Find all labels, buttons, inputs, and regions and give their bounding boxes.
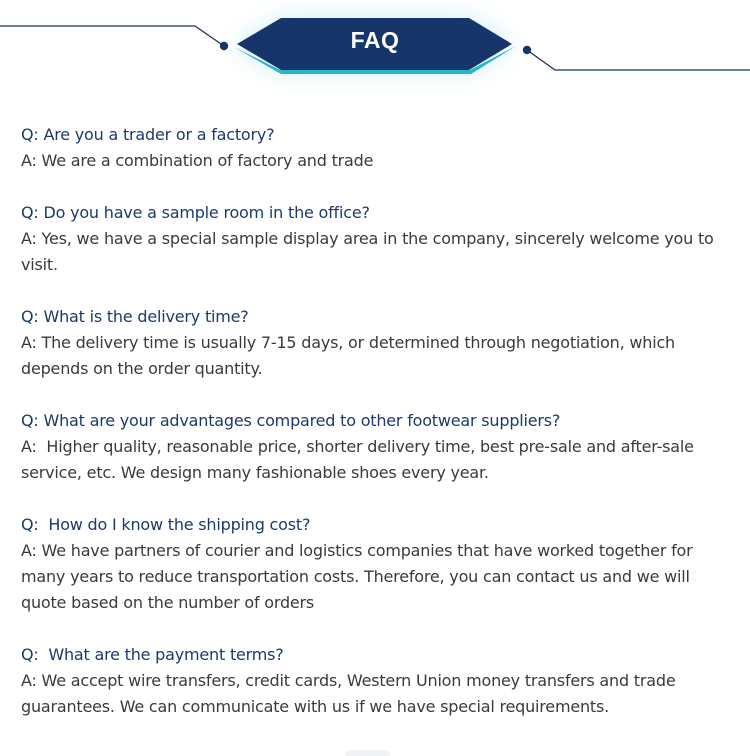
faq-header-banner	[0, 0, 750, 100]
faq-question: Q: What are the payment terms?	[21, 645, 284, 664]
faq-item	[21, 304, 736, 382]
page-title: FAQ	[350, 27, 400, 53]
faq-list	[21, 122, 736, 746]
faq-item	[21, 408, 736, 486]
faq-answer: A: We are a combination of factory and trade	[21, 151, 374, 170]
faq-item	[21, 122, 736, 174]
faq-item	[21, 512, 736, 616]
faq-question: Q: What are your advantages compared to other footwear suppliers?	[21, 411, 561, 430]
faq-question: Q: Are you a trader or a factory?	[21, 125, 275, 144]
faq-question: Q: What is the delivery time?	[21, 307, 249, 326]
faq-question: Q: Do you have a sample room in the office?	[21, 203, 370, 222]
faq-answer: A: The delivery time is usually 7-15 days, or determined through negotiation, which depends on the order quantity.	[21, 333, 680, 378]
faq-item	[21, 642, 736, 720]
faq-answer: A: We accept wire transfers, credit cards, Western Union money transfers and trade guarantees. We can communicate with us if we have special requirements.	[21, 671, 681, 716]
faq-item	[21, 200, 736, 278]
faq-answer: A: Yes, we have a special sample display area in the company, sincerely welcome you to visit.	[21, 229, 719, 274]
faq-question: Q: How do I know the shipping cost?	[21, 515, 311, 534]
faq-answer: A: Higher quality, reasonable price, shorter delivery time, best pre-sale and after-sale service, etc. We design many fashionable shoes every year.	[21, 437, 699, 482]
bottom-decoration	[345, 750, 390, 756]
faq-answer: A: We have partners of courier and logistics companies that have worked together for many years to reduce transportation costs. Therefore, you can contact us and we will quote based on the number of orders	[21, 541, 698, 612]
